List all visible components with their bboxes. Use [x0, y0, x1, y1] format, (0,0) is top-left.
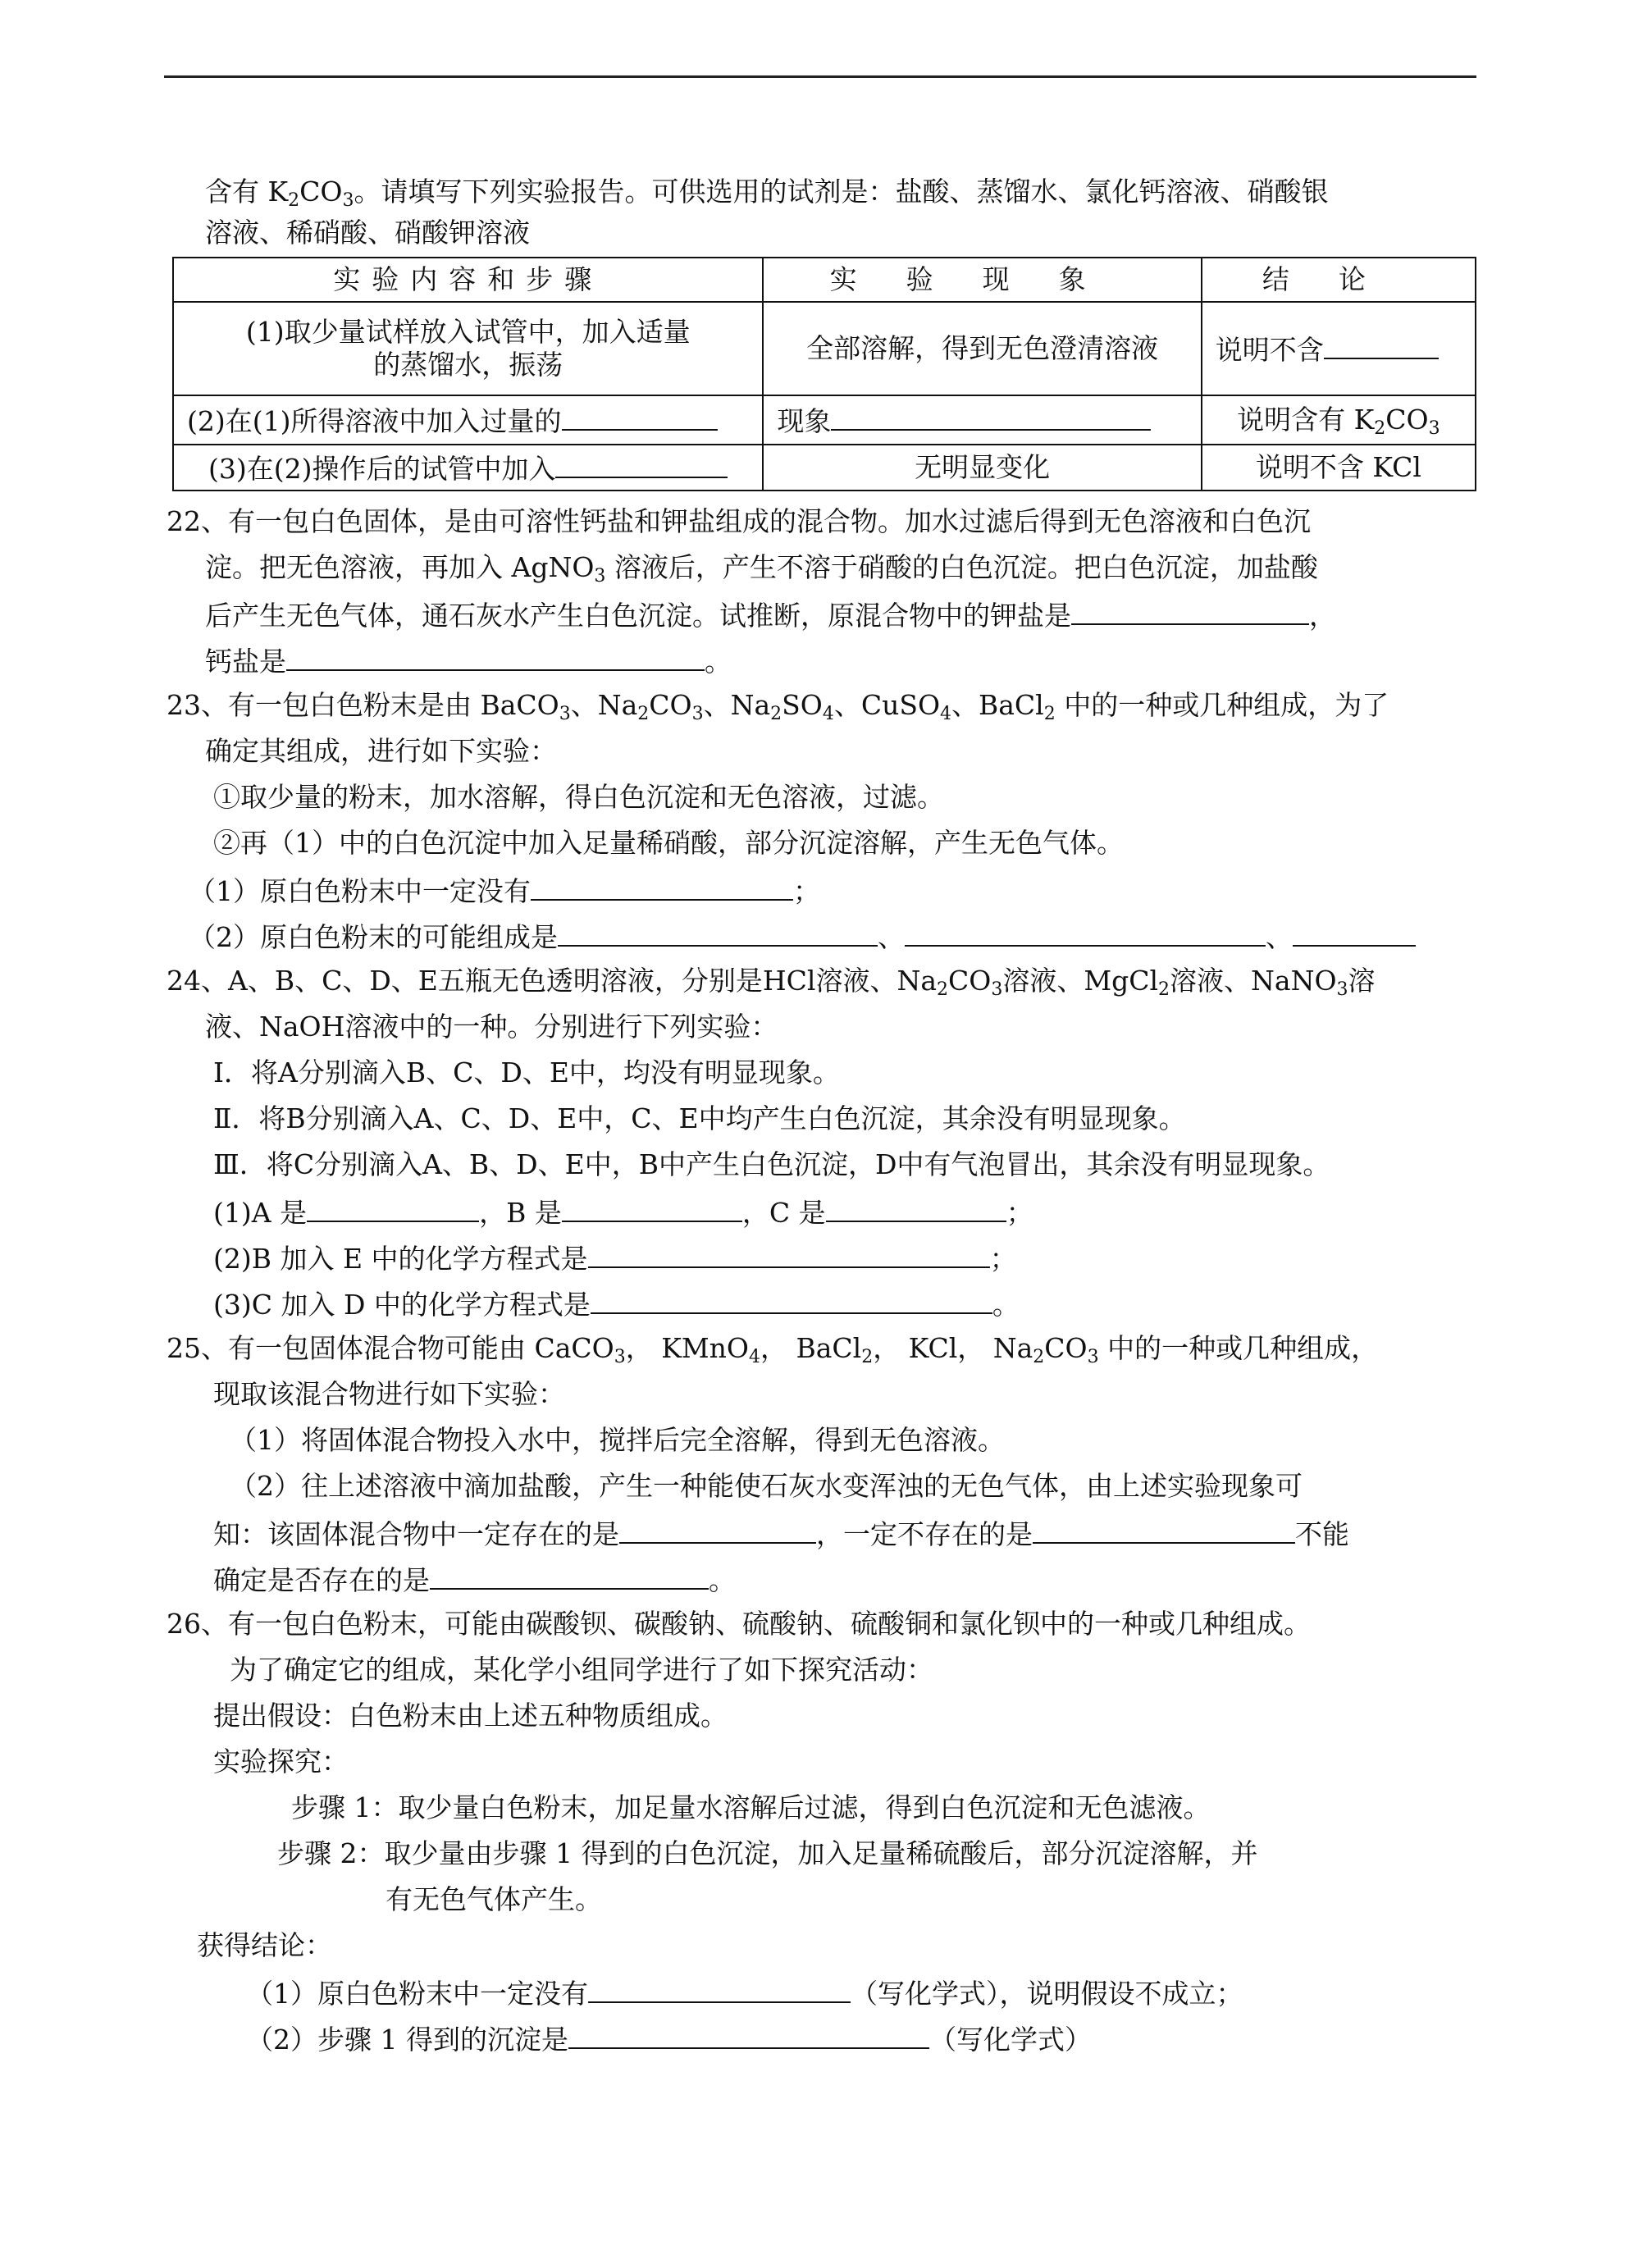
row1-step: (1)取少量试样放入试管中，加入适量 的蒸馏水，振荡	[173, 302, 763, 395]
q25-line-6: 确定是否存在的是 。	[213, 1562, 736, 1597]
answer-blank[interactable]	[1071, 597, 1309, 625]
q22-line-4: 钙盐是 。	[205, 643, 732, 678]
answer-blank[interactable]	[1324, 331, 1439, 359]
q26-line-5: 步骤 1：取少量白色粉末，加足量水溶解后过滤，得到白色沉淀和无色滤液。	[291, 1791, 1211, 1823]
q23-line-3: ①取少量的粉末，加水溶解，得白色沉淀和无色溶液，过滤。	[213, 781, 944, 813]
header-rule	[164, 75, 1476, 78]
q26-line-7: 有无色气体产生。	[386, 1883, 602, 1915]
q26-line-3: 提出假设：白色粉末由上述五种物质组成。	[213, 1700, 728, 1732]
answer-blank[interactable]	[826, 1194, 1006, 1222]
answer-blank[interactable]	[562, 1194, 742, 1222]
q26-line-6: 步骤 2：取少量由步骤 1 得到的白色沉淀，加入足量稀硫酸后，部分沉淀溶解，并	[277, 1837, 1258, 1869]
answer-blank[interactable]	[588, 1240, 990, 1268]
row2-phenomenon: 现象	[763, 395, 1201, 445]
table-row	[173, 395, 1476, 445]
answer-blank[interactable]	[568, 2021, 929, 2049]
q22-line-2: 淀。把无色溶液，再加入 AgNO$_3$ 溶液后，产生不溶于硝酸的白色沉淀。把白色沉淀，加盐酸	[205, 551, 1318, 586]
q25-line-5: 知：该固体混合物中一定存在的是 ，一定不存在的是 不能	[213, 1516, 1349, 1551]
answer-blank[interactable]	[531, 873, 793, 901]
row3-phenomenon: 无明显变化	[763, 445, 1201, 491]
q23-line-4: ②再（1）中的白色沉淀中加入足量稀硝酸，部分沉淀溶解，产生无色气体。	[213, 827, 1124, 859]
table-row	[173, 302, 1476, 395]
answer-blank[interactable]	[1033, 1516, 1295, 1544]
q26-line-10: （2）步骤 1 得到的沉淀是 （写化学式）	[246, 2021, 1092, 2056]
header-conclusion: 结论	[1202, 258, 1476, 302]
intro-line-2: 溶液、稀硝酸、硝酸钾溶液	[205, 217, 530, 249]
q24-line-3: Ⅰ．将A分别滴入B、C、D、E中，均没有明显现象。	[213, 1056, 840, 1088]
answer-blank[interactable]	[430, 1562, 709, 1590]
q26-line-9: （1）原白色粉末中一定没有 （写化学式），说明假设不成立；	[246, 1975, 1243, 2010]
q24-line-7: (2)B 加入 E 中的化学方程式是 ；	[213, 1240, 1017, 1275]
q25-line-3: （1）将固体混合物投入水中，搅拌后完全溶解，得到无色溶液。	[230, 1424, 1005, 1456]
q24-line-8: (3)C 加入 D 中的化学方程式是 。	[213, 1286, 1020, 1321]
row1-conclusion: 说明不含	[1202, 302, 1476, 395]
row2-step: (2)在(1)所得溶液中加入过量的	[173, 395, 763, 445]
answer-blank[interactable]	[905, 919, 1266, 947]
q25-line-4: （2）往上述溶液中滴加盐酸，产生一种能使石灰水变浑浊的无色气体，由上述实验现象可	[230, 1470, 1303, 1502]
q23-line-6: （2）原白色粉末的可能组成是 、 、	[189, 919, 1416, 954]
q24-line-6: (1)A 是 ，B 是 ，C 是 ；	[213, 1194, 1033, 1230]
q25-line-2: 现取该混合物进行如下实验：	[213, 1378, 565, 1410]
answer-blank[interactable]	[588, 1975, 851, 2003]
q24-line-4: Ⅱ．将B分别滴入A、C、D、E中，C、E中均产生白色沉淀，其余没有明显现象。	[213, 1102, 1186, 1134]
table-header-row	[173, 258, 1476, 302]
answer-blank[interactable]	[286, 643, 705, 671]
intro-line-1: 含有 $K_2CO_3$。请填写下列实验报告。可供选用的试剂是：盐酸、蒸馏水、氯化钙溶液、硝酸银	[205, 176, 1329, 211]
q26-line-8: 获得结论：	[197, 1929, 332, 1961]
q22-line-1: 22、有一包白色固体，是由可溶性钙盐和钾盐组成的混合物。加水过滤后得到无色溶液和白色沉	[167, 505, 1311, 537]
answer-blank[interactable]	[1293, 919, 1416, 947]
row3-conclusion: 说明不含 KCl	[1202, 445, 1476, 491]
answer-blank[interactable]	[591, 1286, 992, 1314]
q26-line-2: 为了确定它的组成，某化学小组同学进行了如下探究活动：	[230, 1654, 933, 1686]
q23-line-1: 23、有一包白色粉末是由 BaCO$_3$、$Na_2CO_3$、$Na_2SO_4$、CuSO$_4$、BaCl$_2$ 中的一种或几种组成，为了	[167, 689, 1389, 724]
row2-conclusion: 说明含有 $K_2CO_3$	[1202, 395, 1476, 445]
answer-blank[interactable]	[307, 1194, 479, 1222]
q22-line-3: 后产生无色气体，通石灰水产生白色沉淀。试推断，原混合物中的钾盐是 ，	[205, 597, 1336, 632]
header-steps: 实验内容和步骤	[173, 258, 763, 302]
answer-blank[interactable]	[558, 919, 878, 947]
answer-blank[interactable]	[555, 450, 728, 478]
row3-step: (3)在(2)操作后的试管中加入	[173, 445, 763, 491]
answer-blank[interactable]	[562, 403, 718, 431]
q23-line-5: （1）原白色粉末中一定没有 ；	[189, 873, 820, 908]
header-phenomenon: 实验现象	[763, 258, 1201, 302]
answer-blank[interactable]	[831, 403, 1151, 431]
answer-blank[interactable]	[619, 1516, 816, 1544]
row1-phenomenon: 全部溶解，得到无色澄清溶液	[763, 302, 1201, 395]
q24-line-5: Ⅲ．将C分别滴入A、B、D、E中，B中产生白色沉淀，D中有气泡冒出，其余没有明显现象。	[213, 1148, 1330, 1180]
experiment-report-table	[172, 257, 1476, 491]
q23-line-2: 确定其组成，进行如下实验：	[205, 735, 557, 767]
table-row	[173, 445, 1476, 491]
q26-line-4: 实验探究：	[213, 1745, 349, 1777]
q25-line-1: 25、有一包固体混合物可能由 CaCO$_3$， KMnO$_4$， BaCl$_2$， KCl， $Na_2CO_3$ 中的一种或几种组成，	[167, 1332, 1379, 1367]
q24-line-2: 液、NaOH溶液中的一种。分别进行下列实验：	[205, 1011, 778, 1043]
q26-line-1: 26、有一包白色粉末，可能由碳酸钡、碳酸钠、硫酸钠、硫酸铜和氯化钡中的一种或几种组成。	[167, 1608, 1311, 1640]
q24-line-1: 24、A、B、C、D、E五瓶无色透明溶液，分别是HCl溶液、$Na_2CO_3$溶液、MgCl$_2$溶液、NaNO$_3$溶	[167, 965, 1376, 1000]
